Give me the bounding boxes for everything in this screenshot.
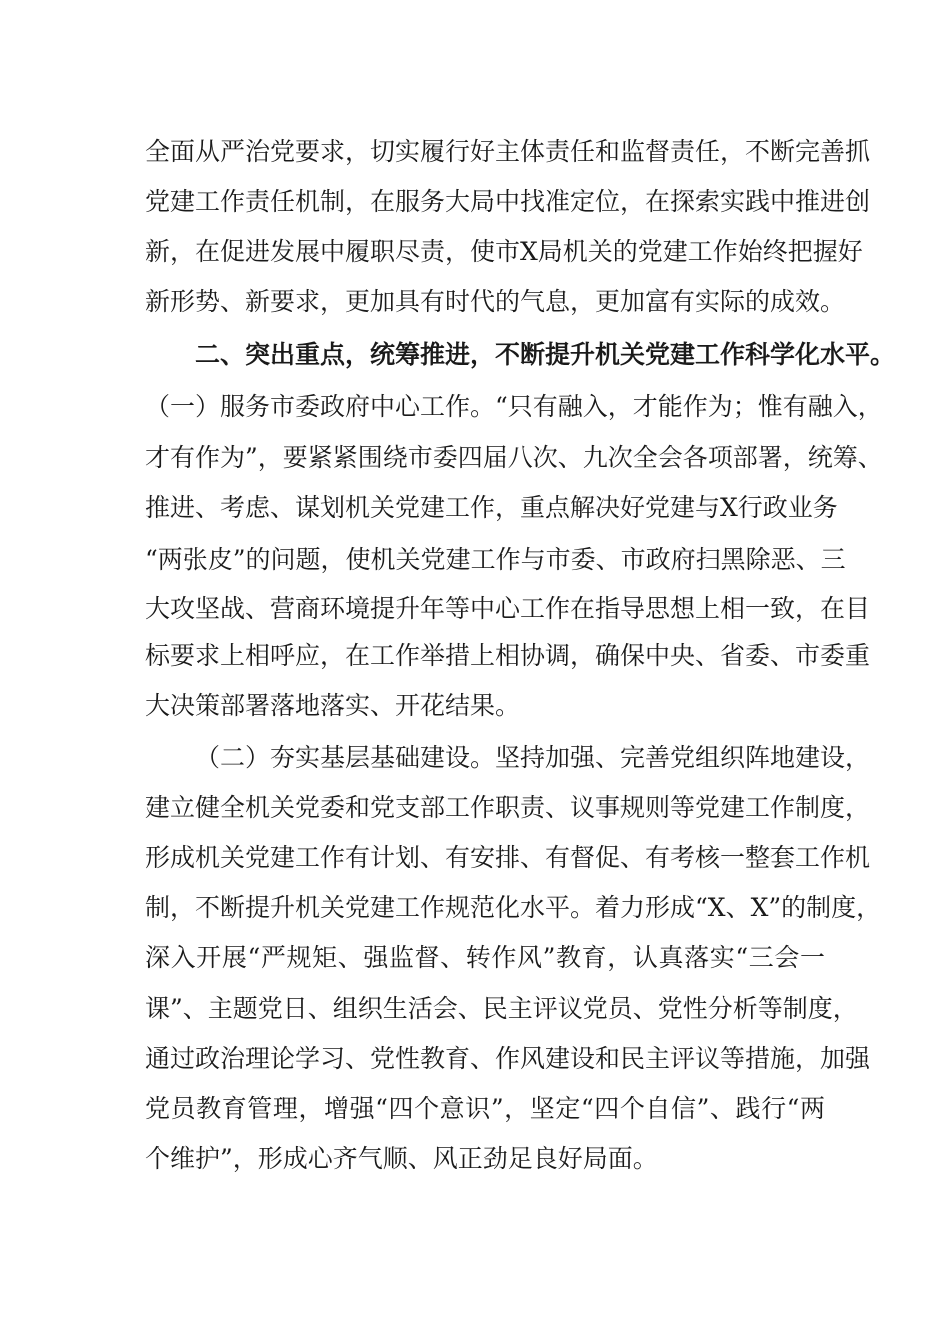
paragraph-line: 党员教育管理，增强“四个意识”，坚定“四个自信”、践行“两 <box>145 1094 825 1123</box>
paragraph-line: 标要求上相呼应，在工作举措上相协调，确保中央、省委、市委重 <box>145 641 871 670</box>
paragraph-line: 个维护”，形成心齐气顺、风正劲足良好局面。 <box>145 1144 658 1173</box>
paragraph-line: 建立健全机关党委和党支部工作职责、议事规则等党建工作制度， <box>145 793 871 822</box>
section-heading: 二、突出重点，统筹推进，不断提升机关党建工作科学化水平。 <box>195 340 896 369</box>
paragraph-line: 才有作为”，要紧紧围绕市委四届八次、九次全会各项部署，统筹、 <box>145 443 883 472</box>
paragraph-line: 党建工作责任机制，在服务大局中找准定位，在探索实践中推进创 <box>145 187 871 216</box>
paragraph-line: 推进、考虑、谋划机关党建工作，重点解决好党建与X行政业务 <box>145 493 838 522</box>
paragraph-line: 课”、主题党日、组织生活会、民主评议党员、党性分析等制度， <box>145 994 858 1023</box>
paragraph-line: 形成机关党建工作有计划、有安排、有督促、有考核一整套工作机 <box>145 843 871 872</box>
paragraph-line: 通过政治理论学习、党性教育、作风建设和民主评议等措施，加强 <box>145 1044 871 1073</box>
paragraph-line: （一）服务市委政府中心工作。“只有融入，才能作为；惟有融入， <box>145 392 883 421</box>
paragraph-line: 深入开展“严规矩、强监督、转作风”教育，认真落实“三会一 <box>145 943 825 972</box>
paragraph-line: 新，在促进发展中履职尽责，使市X局机关的党建工作始终把握好 <box>145 237 863 266</box>
paragraph-line: “两张皮”的问题，使机关党建工作与市委、市政府扫黑除恶、三 <box>145 545 846 574</box>
paragraph-line: 新形势、新要求，更加具有时代的气息，更加富有实际的成效。 <box>145 287 846 316</box>
paragraph-line: （二）夯实基层基础建设。坚持加强、完善党组织阵地建设， <box>195 743 871 772</box>
paragraph-line: 大决策部署落地落实、开花结果。 <box>145 691 521 720</box>
paragraph-line: 全面从严治党要求，切实履行好主体责任和监督责任，不断完善抓 <box>145 137 871 166</box>
paragraph-line: 制，不断提升机关党建工作规范化水平。着力形成“X、X”的制度， <box>145 893 882 922</box>
paragraph-line: 大攻坚战、营商环境提升年等中心工作在指导思想上相一致，在目 <box>145 594 871 623</box>
